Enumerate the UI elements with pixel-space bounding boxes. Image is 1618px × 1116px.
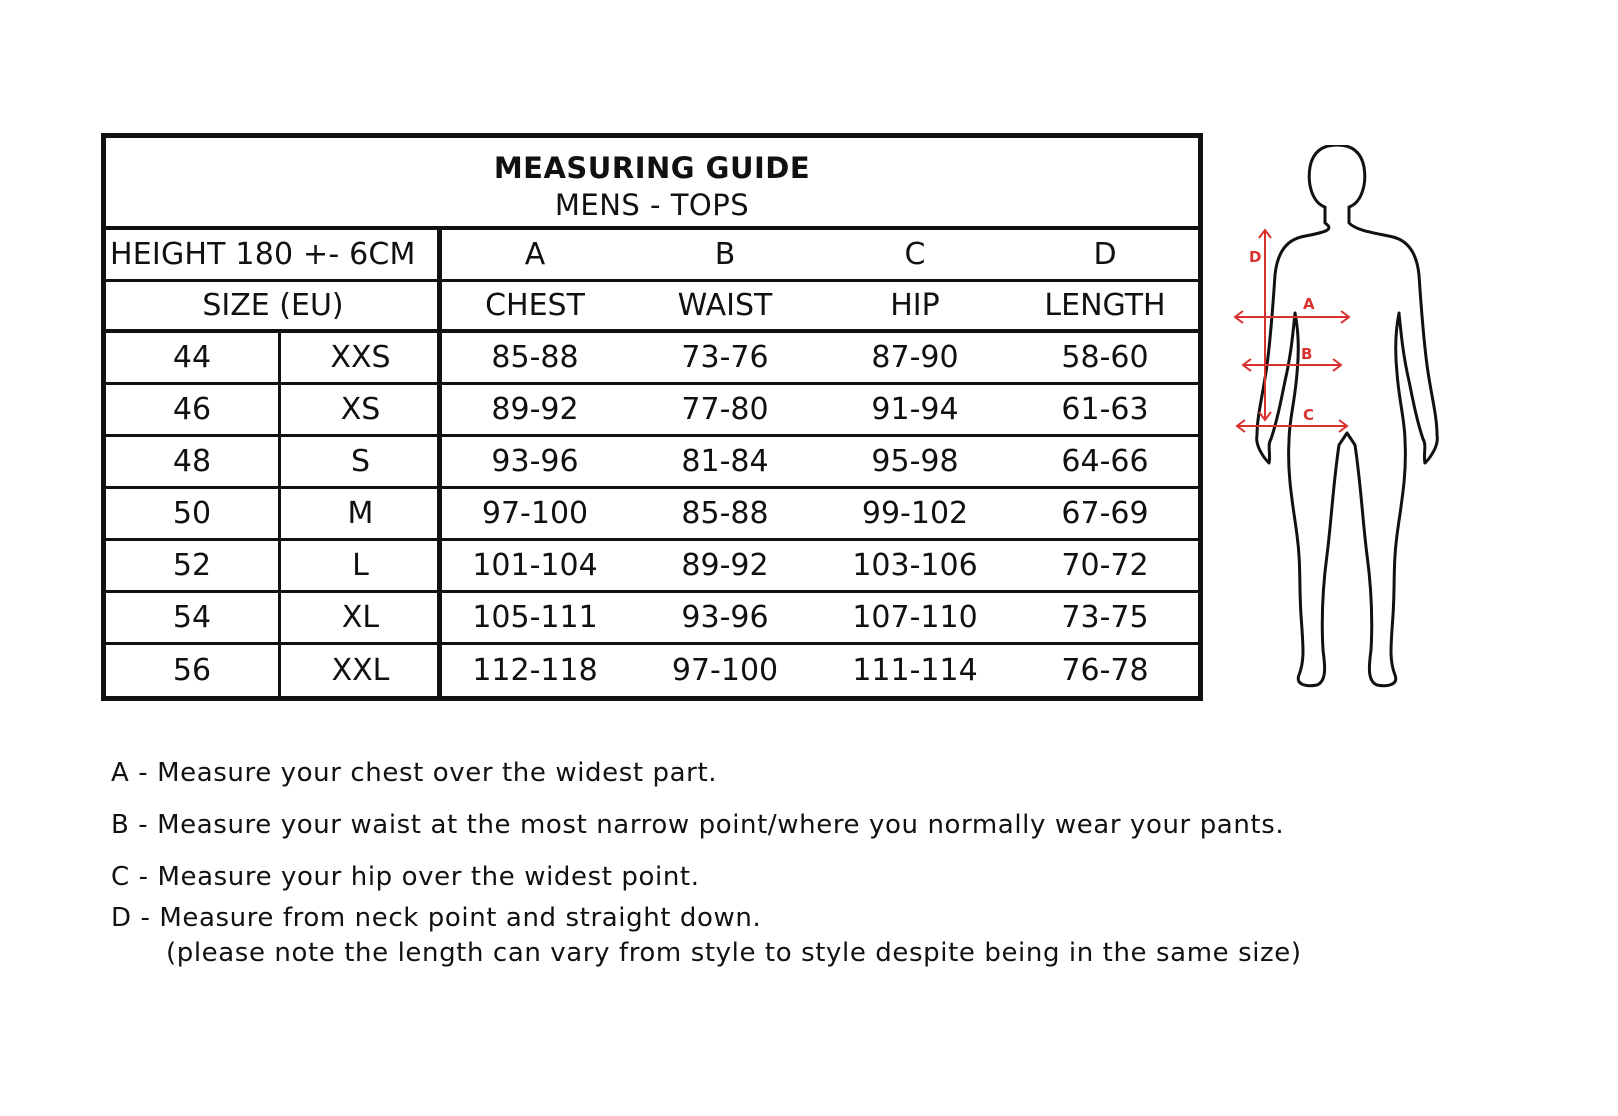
col-letter-d: D bbox=[1093, 237, 1117, 272]
marker-label-d: D bbox=[1249, 248, 1262, 266]
chest-cell: 85-88 bbox=[491, 340, 579, 375]
col-name-hip: HIP bbox=[890, 288, 940, 323]
header-row-letters bbox=[106, 230, 1198, 282]
letter-size-cell: XS bbox=[340, 392, 381, 427]
table-row bbox=[106, 645, 1198, 695]
waist-cell: 85-88 bbox=[681, 496, 769, 531]
note-b: B - Measure your waist at the most narrow point/where you normally wear your pants. bbox=[111, 810, 1285, 840]
eu-size-cell: 50 bbox=[172, 496, 212, 531]
hip-cell: 95-98 bbox=[871, 444, 959, 479]
size-eu-label: SIZE (EU) bbox=[202, 288, 344, 323]
table-row bbox=[106, 333, 1198, 385]
length-cell: 73-75 bbox=[1061, 600, 1149, 635]
note-c: C - Measure your hip over the widest point. bbox=[111, 862, 700, 892]
hip-cell: 107-110 bbox=[852, 600, 978, 635]
size-column-divider bbox=[437, 230, 442, 696]
marker-label-b: B bbox=[1301, 345, 1313, 363]
chest-cell: 93-96 bbox=[491, 444, 579, 479]
table-row bbox=[106, 489, 1198, 541]
note-d: D - Measure from neck point and straight down. bbox=[111, 903, 762, 933]
eu-size-cell: 44 bbox=[172, 340, 212, 375]
note-a: A - Measure your chest over the widest part. bbox=[111, 758, 718, 788]
eu-size-cell: 52 bbox=[172, 548, 212, 583]
waist-cell: 89-92 bbox=[681, 548, 769, 583]
length-cell: 58-60 bbox=[1061, 340, 1149, 375]
chest-cell: 112-118 bbox=[472, 652, 598, 688]
marker-label-c: C bbox=[1303, 406, 1315, 424]
eu-size-cell: 56 bbox=[172, 652, 212, 688]
length-cell: 67-69 bbox=[1061, 496, 1149, 531]
measuring-guide-table bbox=[101, 133, 1203, 701]
waist-cell: 73-76 bbox=[681, 340, 769, 375]
hip-cell: 91-94 bbox=[871, 392, 959, 427]
hip-cell: 111-114 bbox=[852, 652, 978, 688]
col-name-chest: CHEST bbox=[485, 288, 585, 323]
letter-size-cell: S bbox=[350, 444, 371, 479]
col-letter-b: B bbox=[714, 237, 736, 272]
height-label: HEIGHT 180 +- 6CM bbox=[110, 237, 416, 272]
chest-cell: 89-92 bbox=[491, 392, 579, 427]
letter-size-cell: L bbox=[352, 548, 369, 583]
waist-cell: 77-80 bbox=[681, 392, 769, 427]
letter-size-cell: M bbox=[347, 496, 374, 531]
table-row bbox=[106, 541, 1198, 593]
note-d-continuation: (please note the length can vary from style to style despite being in the same size) bbox=[166, 938, 1302, 968]
hip-cell: 99-102 bbox=[861, 496, 969, 531]
hip-cell: 103-106 bbox=[852, 548, 978, 583]
length-cell: 76-78 bbox=[1061, 652, 1149, 688]
col-name-length: LENGTH bbox=[1044, 288, 1166, 323]
col-name-waist: WAIST bbox=[677, 288, 773, 323]
waist-cell: 81-84 bbox=[681, 444, 769, 479]
letter-size-cell: XXL bbox=[331, 652, 390, 688]
col-letter-a: A bbox=[524, 237, 546, 272]
chest-cell: 101-104 bbox=[472, 548, 598, 583]
chest-cell: 105-111 bbox=[472, 600, 598, 635]
body-outline bbox=[1257, 145, 1438, 686]
length-cell: 70-72 bbox=[1061, 548, 1149, 583]
letter-size-cell: XXS bbox=[330, 340, 391, 375]
hip-cell: 87-90 bbox=[871, 340, 959, 375]
length-cell: 61-63 bbox=[1061, 392, 1149, 427]
col-letter-c: C bbox=[904, 237, 926, 272]
header-row-names bbox=[106, 282, 1198, 333]
table-subtitle: MENS - TOPS bbox=[554, 188, 750, 222]
length-cell: 64-66 bbox=[1061, 444, 1149, 479]
table-row bbox=[106, 593, 1198, 645]
table-row bbox=[106, 437, 1198, 489]
letter-size-cell: XL bbox=[341, 600, 380, 635]
marker-label-a: A bbox=[1303, 295, 1315, 313]
table-row bbox=[106, 385, 1198, 437]
table-title-block bbox=[106, 138, 1198, 230]
eu-size-cell: 48 bbox=[172, 444, 212, 479]
eu-size-cell: 46 bbox=[172, 392, 212, 427]
body-measurement-figure bbox=[1225, 145, 1455, 715]
eu-size-cell: 54 bbox=[172, 600, 212, 635]
chest-cell: 97-100 bbox=[481, 496, 589, 531]
waist-cell: 93-96 bbox=[681, 600, 769, 635]
table-title: MEASURING GUIDE bbox=[493, 151, 811, 185]
waist-cell: 97-100 bbox=[671, 652, 779, 688]
body-outline-svg bbox=[1225, 145, 1455, 715]
eu-column-divider bbox=[278, 333, 281, 696]
